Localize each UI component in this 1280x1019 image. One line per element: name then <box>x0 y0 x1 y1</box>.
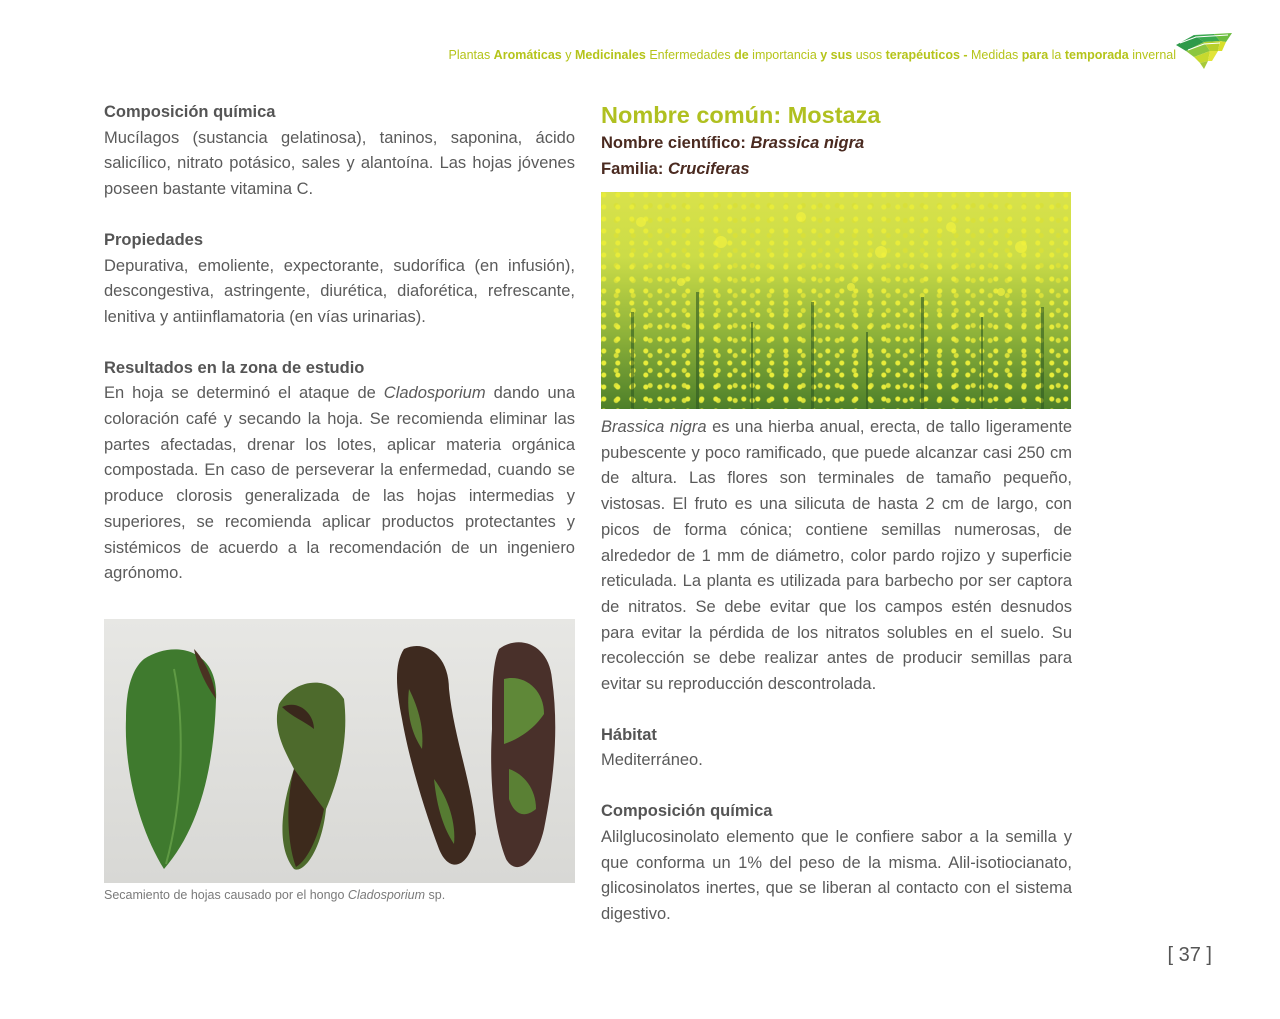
header-seg: la <box>1048 48 1065 62</box>
header-seg: terapéuticos - <box>885 48 968 62</box>
mustard-photo <box>601 192 1071 409</box>
header-seg: temporada <box>1064 48 1129 62</box>
section-heading: Propiedades <box>104 230 204 249</box>
header-seg: importancia <box>748 48 821 62</box>
section-heading: Composición química <box>104 103 276 121</box>
header-seg: de <box>734 48 749 62</box>
section-heading: Resultados en la zona de estudio <box>104 358 365 377</box>
section-text: Depurativa, emoliente, expectorante, sudorífica (en infusión), descongestiva, astringente, diurética, diaforética, refrescante, lenitiva y antiinflamatoria (en vías urinarias). <box>104 256 575 326</box>
logo-icon <box>1174 33 1232 69</box>
running-header <box>449 48 1177 62</box>
description: Brassica nigra es una hierba anual, erecta, de tallo ligeramente pubescente y poco ramificado, que puede alcanzar casi 250 cm de altura. Las flores son terminales de tamaño pequeño, vistosas. El fruto es una silicuta de hasta 2 cm de largo, con picos de forma cónica; contiene semillas numerosas, de alrededor de 1 mm de diámetro, color pardo rojizo y superficie reticulada. La planta es utilizada para barbecho por ser captora de nitratos. Se debe evitar que los campos estén desnudos para evitar la pérdida de los nitratos solubles en el suelo. Su recolección se debe realizar antes de producir semillas para evitar su reproducción descontrolada. <box>601 418 1072 694</box>
header-seg: y sus <box>820 48 853 62</box>
page-number: [ 37 ] <box>1167 944 1212 966</box>
family-name: Familia: Cruciferas <box>601 160 750 178</box>
section-text: En hoja se determinó el ataque de Cladosporium dando una coloración café y secando la hoja. Se recomienda eliminar las partes afectadas, drenar los lotes, aplicar materia orgánica compostada. En caso de perseverar la enfermedad, cuando se produce clorosis generalizada de las hojas intermedias y superiores, se recomienda aplicar productos protectantes y sistémicos de acuerdo a la recomendación de un ingeniero agrónomo. <box>104 384 575 583</box>
section-text: Alilglucosinolato elemento que le confiere sabor a la semilla y que conforma un 1% del peso de la misma. Alil-isotiocianato, glicosinolatos inertes, que se liberan al contacto con el sistema digestivo. <box>601 827 1072 923</box>
common-name-title: Nombre común: Mostaza <box>601 102 881 128</box>
header-seg: Medidas <box>967 48 1022 62</box>
header-seg: Plantas <box>448 48 494 62</box>
section-heading: Hábitat <box>601 725 657 744</box>
section-text: Mediterráneo. <box>601 751 703 770</box>
header-seg: Medicinales <box>574 48 646 62</box>
header-seg: para <box>1021 48 1049 62</box>
header-seg: y <box>561 48 575 62</box>
header-seg: usos <box>852 48 886 62</box>
section-text: Mucílagos (sustancia gelatinosa), taninos, saponina, ácido salicílico, nitrato potásico, sales y alantoína. Las hojas jóvenes poseen bastante vitamina C. <box>104 128 575 199</box>
left-column <box>104 100 575 587</box>
leaves-photo <box>104 619 575 883</box>
header-seg: invernal <box>1128 48 1176 62</box>
right-column <box>601 100 1072 928</box>
leaves-caption: Secamiento de hojas causado por el hongo Cladosporium sp. <box>104 888 446 902</box>
section-heading: Composición química <box>601 802 773 821</box>
header-seg: Enfermedades <box>645 48 735 62</box>
header-seg: Aromáticas <box>493 48 562 62</box>
scientific-name: Nombre científico: Brassica nigra <box>601 134 865 152</box>
